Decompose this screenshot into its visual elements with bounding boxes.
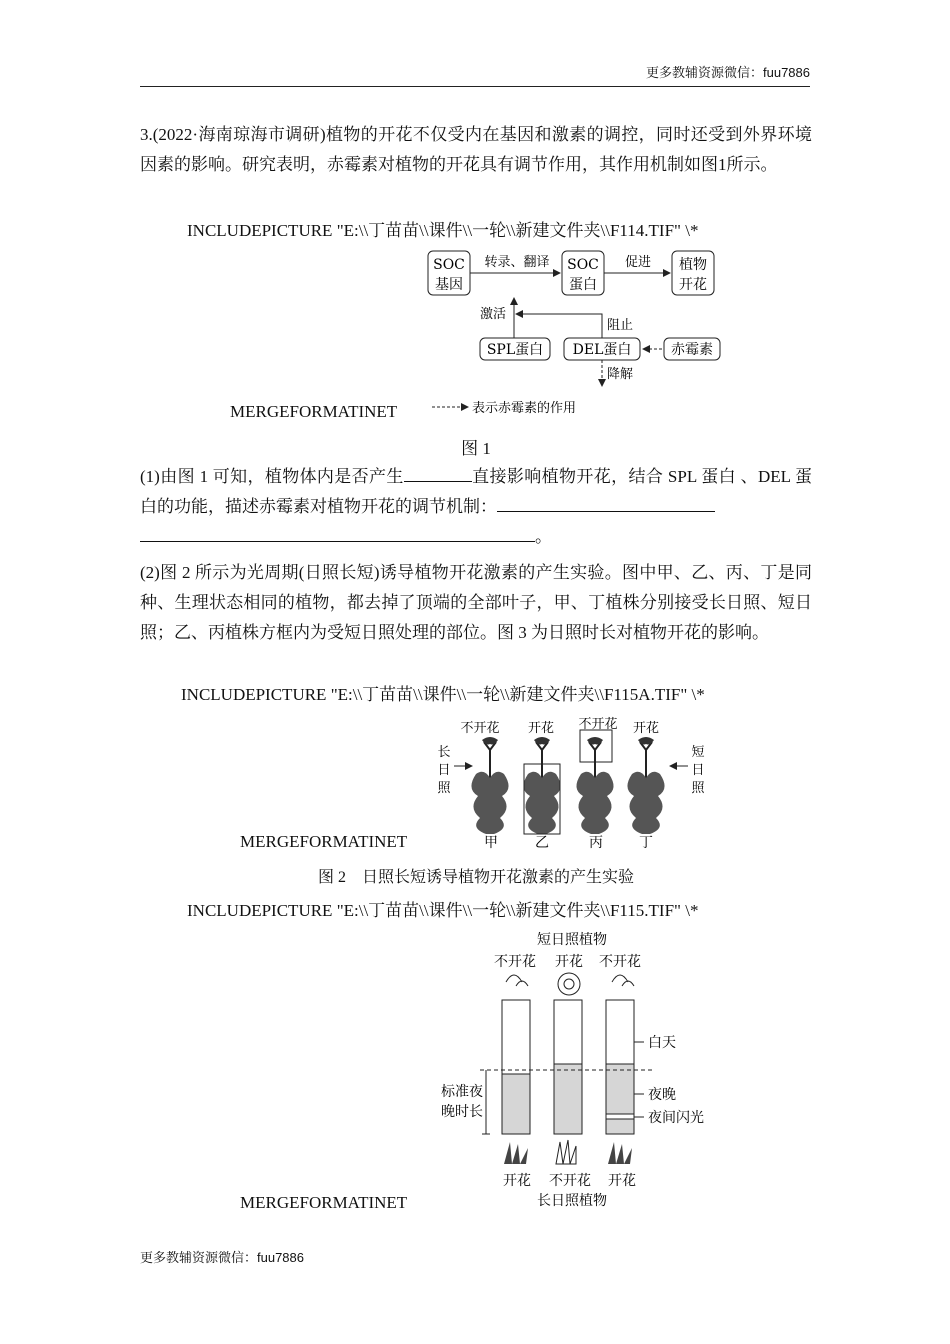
bottom-label-3: 开花: [608, 1173, 636, 1189]
figure-2-caption: 图 2 日照长短诱导植物开花激素的产生实验: [317, 869, 634, 886]
tube-3-night: [606, 1064, 634, 1134]
q1-text-b: 直接影响植物开花，结合 SPL 蛋白 、DEL 蛋白的功能，描述赤霉素对植物开花的调节机制：: [140, 467, 812, 516]
del-text: DEL蛋白: [572, 342, 632, 358]
flower-text-1: 植物: [679, 257, 707, 273]
spl-text: SPL蛋白: [486, 342, 544, 358]
tube-2-night: [554, 1064, 582, 1134]
figure-2-plants: [430, 710, 720, 852]
grass-icon: [504, 1142, 528, 1164]
long-day-char-2: 日: [437, 763, 451, 778]
q1-blank-2a[interactable]: [497, 493, 715, 512]
flower-text-2: 开花: [679, 277, 707, 293]
question-2: (2)图 2 所示为光周期(日照长短)诱导植物开花激素的产生实验。图中甲、乙、丙、丁是同种、生理状态相同的植物，都去掉了顶端的全部叶子，甲、丁植株分别接受长日照、短日照；乙、丙植株方框内为受短日照处理的部位。图 3 为日照时长对植物开花的影响。: [140, 563, 812, 642]
include-picture-2: INCLUDEPICTURE "E:\\丁苗苗\\课件\\一轮\\新建文件夹\\F115A.TIF" \*: [181, 685, 705, 704]
plant-bing-status: 不开花: [578, 717, 618, 732]
top-label-3: 不开花: [599, 954, 641, 970]
flower-icon: [558, 973, 580, 995]
soc-protein-text-1: SOC: [567, 257, 599, 273]
top-label-1: 不开花: [494, 954, 536, 970]
std-night-label-1: 标准夜: [441, 1084, 483, 1100]
tube-3-flash: [606, 1114, 634, 1119]
merge-format-1: MERGEFORMATINET: [230, 402, 398, 421]
long-day-plant-label: 长日照植物: [537, 1193, 607, 1209]
plant-ding: [627, 737, 664, 834]
plant-yi-status: 开花: [527, 721, 555, 736]
figure-3-photoperiod: [420, 928, 720, 1212]
grass-icon: [608, 1142, 632, 1164]
transcribe-label: 转录、翻译: [484, 255, 550, 270]
question-1: [140, 462, 812, 552]
include-picture-3: INCLUDEPICTURE "E:\\丁苗苗\\课件\\一轮\\新建文件夹\\F115.TIF" \*: [187, 901, 699, 920]
tube-1-night: [502, 1074, 530, 1134]
plant-ding-label: 丁: [639, 835, 653, 851]
page-footer: [140, 1247, 304, 1266]
footer-text: 更多教辅资源微信：fuu7886: [140, 1250, 304, 1265]
merge-format-2: MERGEFORMATINET: [240, 832, 408, 851]
plant-jia-status: 不开花: [460, 721, 500, 736]
plant-jia: [471, 737, 508, 834]
question-intro: 3.(2022·海南琼海市调研)植物的开花不仅受内在基因和激素的调控，同时还受到外界环境因素的影响。研究表明，赤霉素对植物的开花具有调节作用，其作用机制如图1所示。: [140, 125, 812, 174]
long-day-char-1: 长: [437, 745, 451, 760]
grass-icon: [556, 1140, 576, 1164]
short-day-char-2: 日: [691, 763, 705, 778]
day-label: 白天: [648, 1035, 676, 1051]
flash-label: 夜间闪光: [648, 1110, 704, 1126]
block-label: 阻止: [607, 318, 634, 333]
plant-bing: [576, 737, 613, 834]
bottom-label-2: 不开花: [549, 1173, 591, 1189]
bottom-label-1: 开花: [503, 1173, 531, 1189]
page-header: [140, 62, 810, 87]
header-text: 更多教辅资源微信：fuu7886: [646, 65, 810, 80]
long-day-char-3: 照: [437, 781, 451, 796]
q1-blank-2b[interactable]: [140, 523, 535, 542]
activate-label: 激活: [480, 307, 507, 322]
merge-format-3: MERGEFORMATINET: [240, 1193, 408, 1212]
short-day-char-3: 照: [691, 781, 705, 796]
plant-jia-label: 甲: [484, 835, 498, 851]
plant-bing-label: 丙: [589, 835, 603, 851]
q1-blank-1[interactable]: [404, 463, 472, 482]
degrade-label: 降解: [607, 367, 634, 382]
figure-1-mechanism-diagram: [410, 246, 740, 426]
ga-text: 赤霉素: [671, 342, 713, 358]
include-picture-1: INCLUDEPICTURE "E:\\丁苗苗\\课件\\一轮\\新建文件夹\\F114.TIF" \*: [187, 221, 699, 240]
night-label: 夜晚: [648, 1087, 676, 1103]
figure-1-caption: 图 1: [461, 439, 491, 458]
plant-yi-label: 乙: [535, 835, 549, 851]
plant-ding-status: 开花: [632, 721, 660, 736]
soc-gene-text-1: SOC: [433, 257, 465, 273]
promote-label: 促进: [624, 255, 652, 270]
q1-text-a: (1)由图 1 可知，植物体内是否产生: [140, 467, 404, 486]
short-day-plant-label: 短日照植物: [537, 932, 607, 948]
soc-gene-text-2: 基因: [435, 277, 463, 293]
short-day-char-1: 短: [691, 745, 705, 760]
leaf-icon: [506, 975, 528, 986]
legend-label: 表示赤霉素的作用: [472, 401, 577, 416]
top-label-2: 开花: [555, 954, 583, 970]
soc-protein-text-2: 蛋白: [569, 277, 597, 293]
std-night-label-2: 晚时长: [441, 1104, 483, 1120]
plant-yi: [523, 737, 560, 834]
q1-end: 。: [535, 527, 552, 546]
leaf-icon: [612, 975, 634, 986]
